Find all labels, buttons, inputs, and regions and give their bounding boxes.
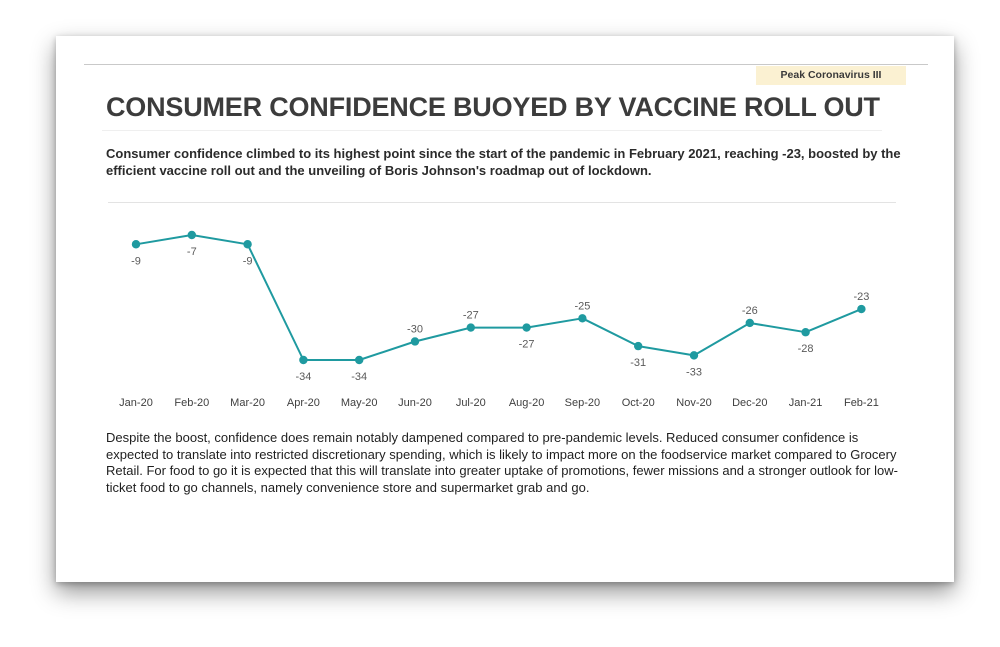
data-label: -25: [574, 300, 591, 313]
page-title: CONSUMER CONFIDENCE BUOYED BY VACCINE ROLL OUT: [106, 92, 880, 122]
x-tick-label: Sep-20: [564, 397, 601, 409]
section-tag: Peak Coronavirus III: [756, 66, 906, 85]
data-point: [801, 328, 809, 336]
x-tick-label: Jan-21: [788, 397, 823, 409]
data-label: -23: [853, 291, 870, 304]
x-tick-label: Mar-20: [230, 397, 266, 409]
data-label: -9: [242, 255, 253, 268]
data-point: [634, 342, 642, 350]
data-point: [578, 314, 586, 322]
data-point: [467, 323, 475, 331]
x-tick-label: Apr-20: [286, 397, 320, 409]
x-tick-label: Aug-20: [508, 397, 545, 409]
data-point: [690, 351, 698, 359]
data-label: -33: [686, 366, 702, 379]
data-point: [132, 240, 140, 248]
data-label: -9: [131, 255, 141, 268]
top-divider: [84, 64, 928, 65]
x-tick-label: Nov-20: [676, 397, 712, 409]
data-label: -34: [351, 371, 368, 383]
data-point: [746, 319, 754, 327]
data-point: [411, 337, 419, 345]
data-label: -27: [462, 309, 479, 322]
data-label: -31: [630, 357, 647, 370]
data-label: -7: [186, 246, 197, 258]
x-tick-label: Jun-20: [398, 397, 432, 409]
slide: [56, 36, 954, 582]
consumer-confidence-line-chart: [56, 206, 954, 416]
data-point: [243, 240, 251, 248]
data-label: -30: [407, 323, 423, 336]
title-divider: [102, 130, 882, 131]
x-tick-label: Jul-20: [455, 397, 486, 409]
data-label: -34: [295, 371, 312, 383]
subtitle: Consumer confidence climbed to its highest point since the start of the pandemic in February 2021, reaching -23, boosted by the efficient vaccine roll out and the unveiling of Boris Johnson's roadmap out of lockdown.: [106, 146, 901, 178]
body-paragraph: Despite the boost, confidence does remain notably dampened compared to pre-pandemic levels. Reduced consumer confidence is expected to translate into restricted discretionary spending, which is likely to impact more on the foodservice market compared to Grocery Retail. For food to go it is expected that this will translate into greater uptake of promotions, fewer missions and a stronger outlook for low-ticket food to go channels, namely convenience store and supermarket grab and go.: [106, 430, 898, 495]
x-tick-label: Jan-20: [119, 397, 153, 409]
x-tick-label: Feb-20: [174, 397, 210, 409]
x-tick-label: Feb-21: [843, 397, 879, 409]
x-tick-label: Oct-20: [621, 397, 655, 409]
data-label: -28: [797, 343, 814, 356]
data-point: [857, 305, 865, 313]
data-point: [299, 356, 307, 364]
data-point: [355, 356, 363, 364]
data-label: -27: [518, 338, 535, 351]
x-tick-label: Dec-20: [732, 397, 768, 409]
data-point: [522, 323, 530, 331]
x-tick-label: May-20: [340, 397, 378, 409]
series-line: [136, 235, 861, 360]
chart-divider: [108, 202, 896, 203]
data-point: [188, 231, 196, 239]
data-label: -26: [741, 304, 758, 317]
